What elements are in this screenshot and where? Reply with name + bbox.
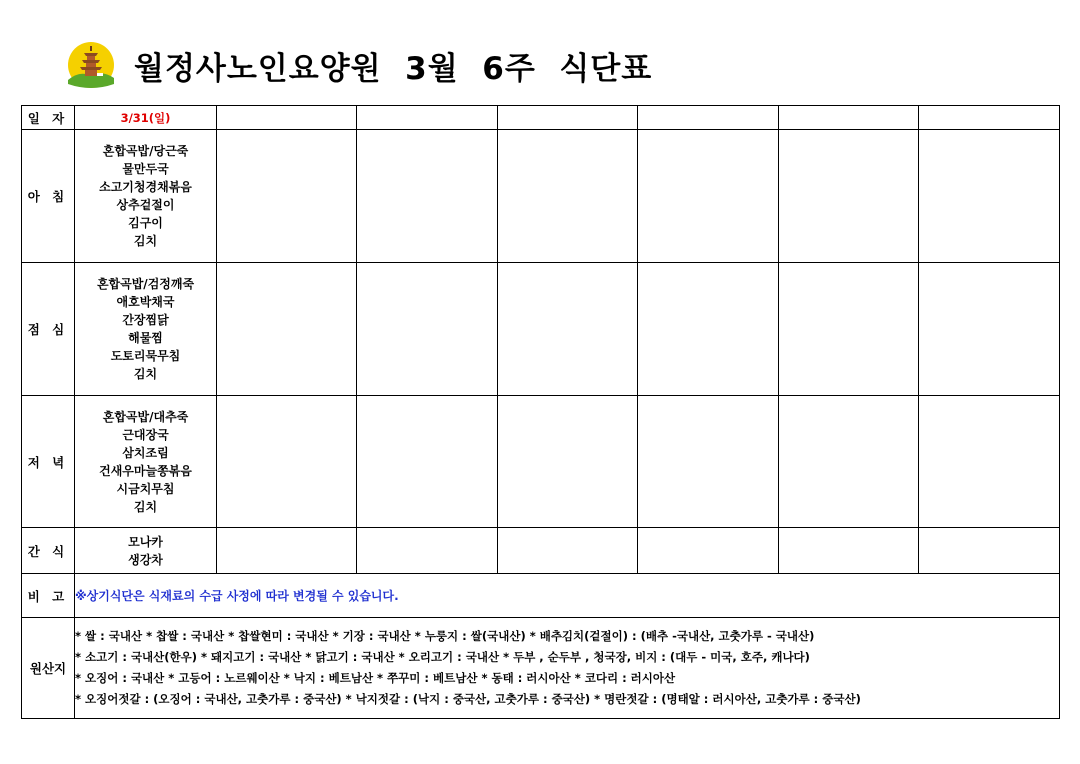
menu-cell-empty bbox=[638, 263, 779, 396]
remarks-text: ※상기식단은 식재료의 수급 사정에 따라 변경될 수 있습니다. bbox=[75, 574, 1060, 618]
menu-cell-empty bbox=[779, 396, 919, 528]
menu-item: 도토리묵무침 bbox=[110, 349, 181, 363]
menu-item: 삼치조림 bbox=[122, 445, 169, 460]
menu-item: 혼합곡밥/검정깨죽 bbox=[96, 277, 195, 291]
menu-cell-empty bbox=[638, 528, 779, 574]
menu-cell-empty bbox=[919, 528, 1060, 574]
date-cell-empty bbox=[779, 106, 919, 130]
date-cell-empty bbox=[498, 106, 638, 130]
menu-cell-empty bbox=[217, 130, 357, 263]
menu-item: 모나카 bbox=[128, 534, 163, 549]
menu-cell-empty bbox=[357, 130, 498, 263]
menu-cell-empty bbox=[498, 130, 638, 263]
menu-cell-empty bbox=[779, 263, 919, 396]
menu-cell-empty bbox=[638, 396, 779, 528]
menu-cell-empty bbox=[638, 130, 779, 263]
menu-item: 물만두국 bbox=[122, 162, 169, 176]
menu-item: 김치 bbox=[133, 499, 158, 514]
lunch-menu-cell bbox=[75, 263, 217, 396]
menu-cell-empty bbox=[217, 528, 357, 574]
menu-cell-empty bbox=[357, 396, 498, 528]
menu-cell-empty bbox=[357, 263, 498, 396]
menu-item: 애호박채국 bbox=[116, 295, 175, 309]
menu-item: 시금치무침 bbox=[116, 481, 175, 496]
menu-item: 김구이 bbox=[128, 216, 163, 230]
lunch-row bbox=[22, 263, 1060, 396]
date-cell-empty bbox=[357, 106, 498, 130]
menu-item: 건새우마늘쫑볶음 bbox=[99, 463, 192, 478]
menu-cell-empty bbox=[217, 263, 357, 396]
menu-item: 소고기청경채볶음 bbox=[99, 180, 192, 194]
dinner-row-label: 저 녁 bbox=[22, 396, 75, 528]
menu-cell-empty bbox=[919, 396, 1060, 528]
menu-cell-empty bbox=[919, 130, 1060, 263]
menu-item: 상추겉절이 bbox=[116, 198, 175, 212]
origin-line: * 오징어젓갈 : (오징어 : 국내산, 고춧가루 : 중국산) * 낙지젓갈 : (낙지 : 중국산, 고춧가루 : 중국산) * 명란젓갈 : (명태알 : 러시아산, 고춧가루 : 중국산) bbox=[75, 692, 861, 706]
remarks-row bbox=[22, 574, 1060, 618]
menu-item: 혼합곡밥/당근죽 bbox=[102, 144, 189, 158]
snack-menu-cell bbox=[75, 528, 217, 574]
remarks-row-label: 비 고 bbox=[22, 574, 75, 618]
snack-row bbox=[22, 528, 1060, 574]
origin-row-label: 원산지 bbox=[22, 618, 75, 719]
date-cell: 3/31(일) bbox=[75, 106, 217, 130]
date-row bbox=[22, 106, 1060, 130]
snack-row-label: 간 식 bbox=[22, 528, 75, 574]
temple-pagoda-logo-icon bbox=[66, 40, 116, 90]
menu-item: 김치 bbox=[133, 367, 158, 381]
origin-row bbox=[22, 618, 1060, 719]
origin-line: * 소고기 : 국내산(한우) * 돼지고기 : 국내산 * 닭고기 : 국내산 * 오리고기 : 국내산 * 두부 , 순두부 , 청국장, 비지 : (대두 - 미국, 호주, 캐나다) bbox=[75, 650, 810, 664]
menu-item: 해물찜 bbox=[128, 331, 163, 345]
menu-item: 근대장국 bbox=[122, 427, 169, 442]
menu-item: 간장찜닭 bbox=[122, 313, 169, 327]
menu-item: 김치 bbox=[133, 234, 158, 248]
date-cell-empty bbox=[217, 106, 357, 130]
breakfast-row bbox=[22, 130, 1060, 263]
date-row-label: 일 자 bbox=[22, 106, 75, 130]
date-cell-empty bbox=[638, 106, 779, 130]
menu-cell-empty bbox=[779, 528, 919, 574]
menu-cell-empty bbox=[357, 528, 498, 574]
meal-plan-table bbox=[21, 105, 1060, 719]
dinner-row bbox=[22, 396, 1060, 528]
dinner-menu-cell bbox=[75, 396, 217, 528]
menu-cell-empty bbox=[919, 263, 1060, 396]
origin-info-cell bbox=[75, 618, 1060, 719]
menu-cell-empty bbox=[217, 396, 357, 528]
breakfast-row-label: 아 침 bbox=[22, 130, 75, 263]
menu-cell-empty bbox=[498, 396, 638, 528]
menu-cell-empty bbox=[498, 528, 638, 574]
menu-item: 혼합곡밥/대추죽 bbox=[102, 409, 189, 424]
lunch-row-label: 점 심 bbox=[22, 263, 75, 396]
origin-line: * 오징어 : 국내산 * 고등어 : 노르웨이산 * 낙지 : 베트남산 * 쭈꾸미 : 베트남산 * 동태 : 러시아산 * 코다리 : 러시아산 bbox=[75, 671, 676, 685]
menu-cell-empty bbox=[779, 130, 919, 263]
date-cell-empty bbox=[919, 106, 1060, 130]
page-header bbox=[66, 40, 652, 90]
breakfast-menu-cell bbox=[75, 130, 217, 263]
menu-cell-empty bbox=[498, 263, 638, 396]
origin-line: * 쌀 : 국내산 * 찹쌀 : 국내산 * 찹쌀현미 : 국내산 * 기장 : 국내산 * 누룽지 : 쌀(국내산) * 배추김치(겉절이) : (배추 -국내산, 고춧가루 - 국내산) bbox=[75, 629, 815, 643]
menu-item: 생강차 bbox=[128, 552, 163, 567]
page-title: 월정사노인요양원 3월 6주 식단표 bbox=[134, 50, 653, 87]
